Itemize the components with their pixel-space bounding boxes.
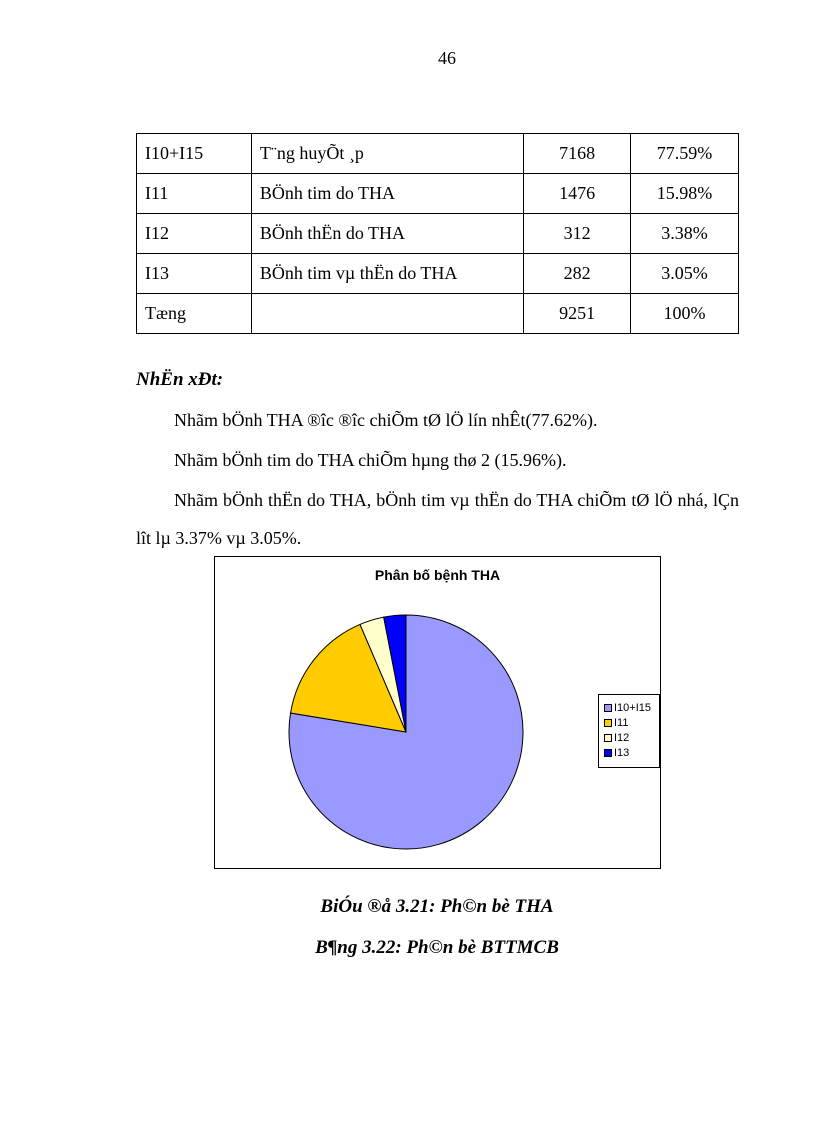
- table-row: [137, 174, 739, 214]
- figure-caption: BiÓu ®å 3.21: Ph©n bè THA: [320, 896, 554, 917]
- cell-count: 282: [524, 254, 631, 294]
- page-number: 46: [438, 48, 456, 68]
- legend-label: I13: [614, 747, 630, 759]
- cell-percent: 3.38%: [631, 214, 739, 254]
- legend-item: [604, 731, 629, 745]
- cell-count: 312: [524, 214, 631, 254]
- table-caption: B¶ng 3.22: Ph©n bè BTTMCB: [315, 937, 559, 958]
- legend-swatch: [604, 749, 612, 757]
- legend-swatch: [604, 704, 612, 712]
- cell-code: I11: [137, 174, 252, 214]
- disease-table: [136, 133, 739, 334]
- cell-percent: 15.98%: [631, 174, 739, 214]
- legend-swatch: [604, 734, 612, 742]
- pie-chart: [214, 556, 661, 869]
- table-row: [137, 294, 739, 334]
- cell-code: I13: [137, 254, 252, 294]
- table-row: [137, 254, 739, 294]
- cell-count: 7168: [524, 134, 631, 174]
- paragraph-2: Nhãm bÖnh tim do THA chiÕm hµng thø 2 (15.96%).: [174, 450, 567, 470]
- table-row: [137, 134, 739, 174]
- chart-legend: [598, 694, 660, 768]
- legend-swatch: [604, 719, 612, 727]
- cell-name: T¨ng huyÕt ¸p: [251, 134, 523, 174]
- legend-label: I10+I15: [614, 702, 652, 714]
- cell-code: Tæng: [137, 294, 252, 334]
- observation-heading: NhËn xÐt:: [136, 369, 224, 390]
- cell-percent: 77.59%: [631, 134, 739, 174]
- cell-code: I12: [137, 214, 252, 254]
- cell-count: 1476: [524, 174, 631, 214]
- table-row: [137, 214, 739, 254]
- chart-title: Phân bố bệnh THA: [374, 567, 501, 583]
- legend-item: [604, 746, 629, 760]
- paragraph-1: Nhãm bÖnh THA ®îc ®îc chiÕm tØ lÖ lín nhÊt(77.62%).: [174, 410, 598, 430]
- cell-code: I10+I15: [137, 134, 252, 174]
- cell-percent: 3.05%: [631, 254, 739, 294]
- legend-label: I12: [614, 732, 630, 744]
- cell-name: BÖnh tim vµ thËn do THA: [251, 254, 523, 294]
- pie-chart-svg: [215, 557, 660, 868]
- legend-label: I11: [614, 717, 629, 729]
- cell-percent: 100%: [631, 294, 739, 334]
- paragraph-3: Nhãm bÖnh thËn do THA, bÖnh tim vµ thËn do THA chiÕm tØ lÖ nhá, lÇn lît lµ 3.37% vµ 3.05%.: [136, 490, 739, 548]
- cell-count: 9251: [524, 294, 631, 334]
- cell-name: BÖnh tim do THA: [251, 174, 523, 214]
- cell-name: [251, 294, 523, 334]
- legend-item: [604, 701, 651, 715]
- cell-name: BÖnh thËn do THA: [251, 214, 523, 254]
- legend-item: [604, 716, 628, 730]
